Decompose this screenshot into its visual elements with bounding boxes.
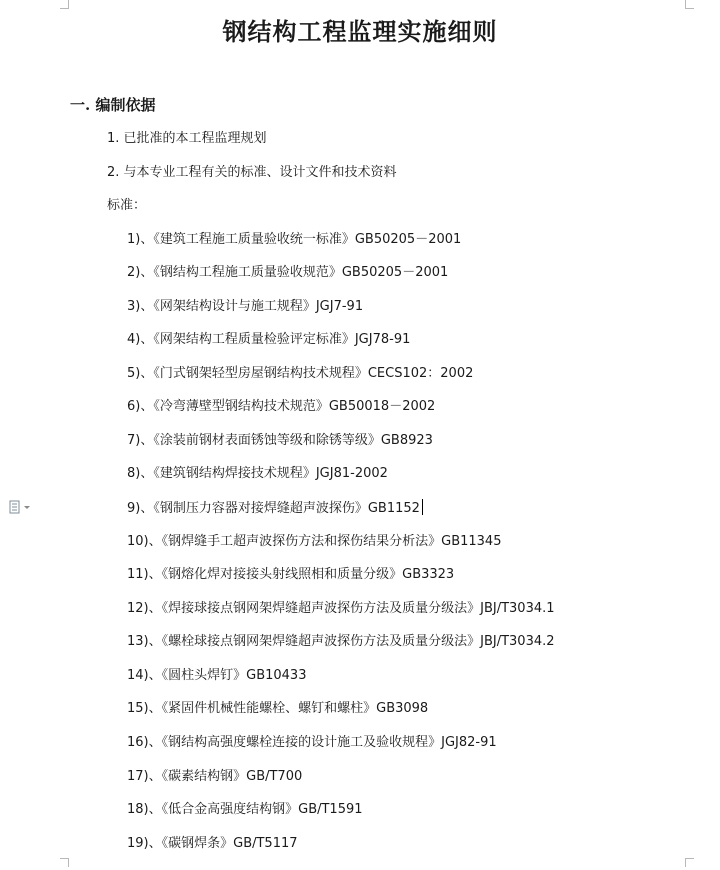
standard-item-text: 9)、《钢制压力容器对接焊缝超声波探伤》GB1152 [127, 501, 420, 516]
document-title: 钢结构工程监理实施细则 [222, 17, 498, 46]
page-corner-mark [60, 858, 69, 867]
standard-item: 4)、《网架结构工程质量检验评定标准》JGJ78-91 [127, 332, 411, 347]
paragraph-layout-icon[interactable] [9, 499, 33, 513]
standard-item: 7)、《涂装前钢材表面锈蚀等级和除锈等级》GB8923 [127, 433, 433, 448]
standard-item: 17)、《碳素结构钢》GB/T700 [127, 769, 303, 784]
text-cursor [422, 499, 423, 515]
basis-point: 1. 已批准的本工程监理规划 [107, 131, 267, 146]
standard-item: 19)、《碳钢焊条》GB/T5117 [127, 836, 298, 851]
page-corner-mark [685, 858, 694, 867]
standard-item: 6)、《冷弯薄壁型钢结构技术规范》GB50018－2002 [127, 399, 436, 414]
standards-label: 标准： [107, 198, 147, 213]
standard-item: 8)、《建筑钢结构焊接技术规程》JGJ81-2002 [127, 466, 388, 481]
standard-item: 16)、《钢结构高强度螺栓连接的设计施工及验收规程》JGJ82-91 [127, 735, 497, 750]
standard-item: 13)、《螺栓球接点钢网架焊缝超声波探伤方法及质量分级法》JBJ/T3034.2 [127, 634, 555, 649]
page-corner-mark [60, 0, 69, 9]
standard-item: 11)、《钢熔化焊对接接头射线照相和质量分级》GB3323 [127, 567, 455, 582]
standard-item-with-cursor[interactable] [127, 499, 423, 518]
standard-item: 2)、《钢结构工程施工质量验收规范》GB50205－2001 [127, 265, 449, 280]
standard-item: 3)、《网架结构设计与施工规程》JGJ7-91 [127, 299, 364, 314]
standard-item: 14)、《圆柱头焊钉》GB10433 [127, 668, 307, 683]
standard-item: 15)、《紧固件机械性能螺栓、螺钉和螺柱》GB3098 [127, 701, 429, 716]
standard-item: 5)、《门式钢架轻型房屋钢结构技术规程》CECS102：2002 [127, 366, 474, 381]
page-corner-mark [685, 0, 694, 9]
standard-item: 12)、《焊接球接点钢网架焊缝超声波探伤方法及质量分级法》JBJ/T3034.1 [127, 601, 555, 616]
standard-item: 18)、《低合金高强度结构钢》GB/T1591 [127, 802, 363, 817]
standard-item: 10)、《钢焊缝手工超声波探伤方法和探伤结果分析法》GB11345 [127, 534, 502, 549]
basis-point: 2. 与本专业工程有关的标准、设计文件和技术资料 [107, 165, 397, 180]
standard-item: 1)、《建筑工程施工质量验收统一标准》GB50205－2001 [127, 232, 462, 247]
section-heading: 一. 编制依据 [70, 96, 156, 114]
